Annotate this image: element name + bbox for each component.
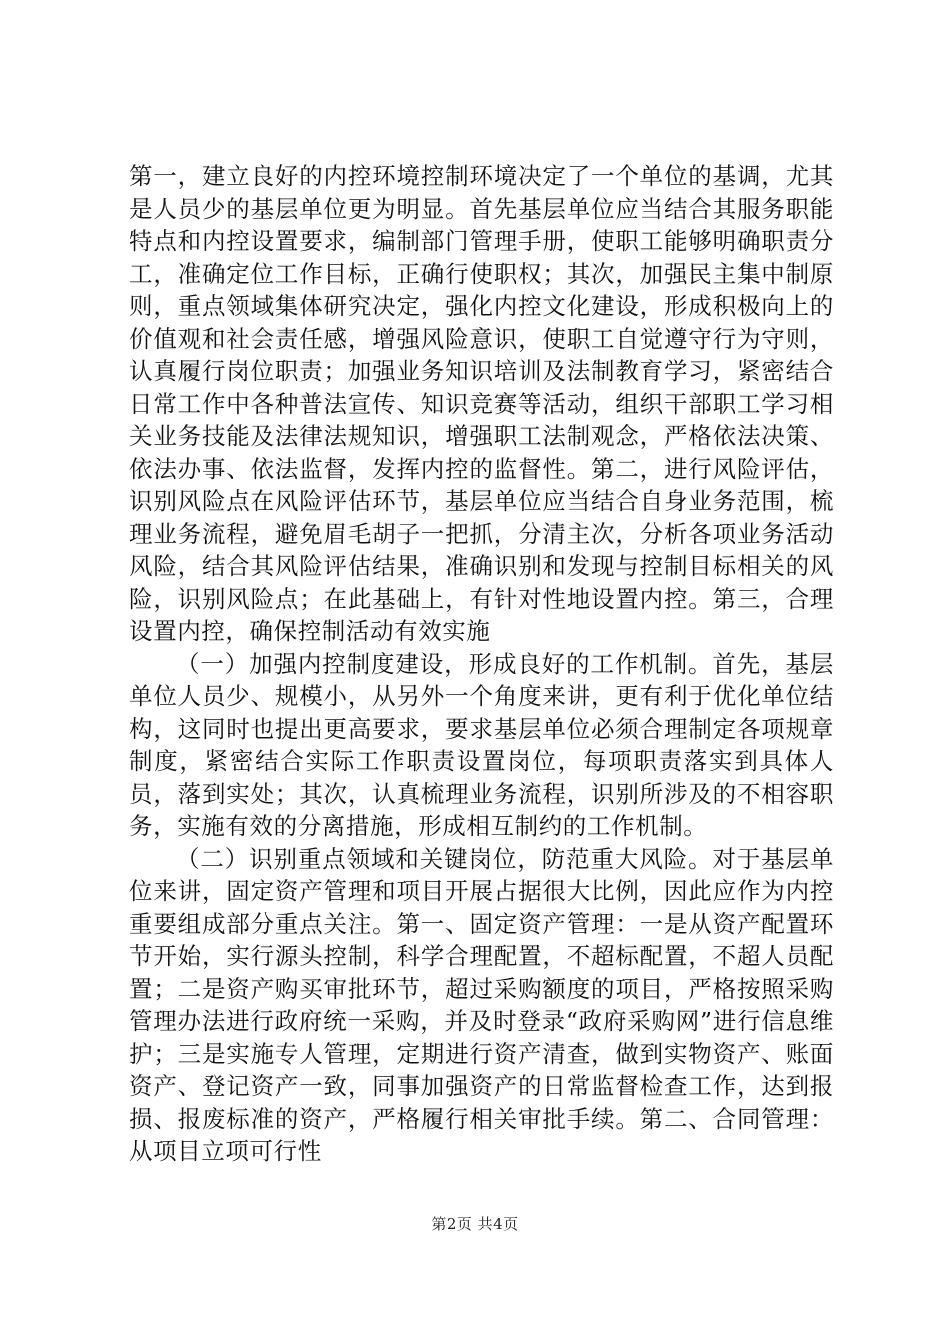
page-footer <box>0 1214 950 1234</box>
page-number-label: 第2页 共4页 <box>431 1215 519 1233</box>
paragraph-2: （一）加强内控制度建设，形成良好的工作机制。首先，基层单位人员少、规模小，从另外一个角度来讲，更有利于优化单位结构，这同时也提出更高要求，要求基层单位必须合理制定各项规章制度，紧密结合实际工作职责设置岗位，每项职责落实到具体人员，落到实处；其次，认真梳理业务流程，识别所涉及的不相容职务，实施有效的分离措施，形成相互制约的工作机制。 <box>129 649 834 840</box>
paragraph-3: （二）识别重点领域和关键岗位，防范重大风险。对于基层单位来讲，固定资产管理和项目开展占据很大比例，因此应作为内控重要组成部分重点关注。第一、固定资产管理：一是从资产配置环节开始，实行源头控制，科学合理配置，不超标配置，不超人员配置；二是资产购买审批环节，超过采购额度的项目，严格按照采购管理办法进行政府统一采购，并及时登录“政府采购网”进行信息维护；三是实施专人管理，定期进行资产清查，做到实物资产、账面资产、登记资产一致，同事加强资产的日常监督检查工作，达到报损、报废标准的资产，严格履行相关审批手续。第二、合同管理：从项目立项可行性 <box>129 844 834 1165</box>
paragraph-1: 第一，建立良好的内控环境控制环境决定了一个单位的基调，尤其是人员少的基层单位更为明显。首先基层单位应当结合其服务职能特点和内控设置要求，编制部门管理手册，使职工能够明确职责分工，准确定位工作目标，正确行使职权；其次，加强民主集中制原则，重点领域集体研究决定，强化内控文化建设，形成积极向上的价值观和社会责任感，增强风险意识，使职工自觉遵守行为守则，认真履行岗位职责；加强业务知识培训及法制教育学习，紧密结合日常工作中各种普法宣传、知识竞赛等活动，组织干部职工学习相关业务技能及法律法规知识，增强职工法制观念，严格依法决策、依法办事、依法监督，发挥内控的监督性。第二，进行风险评估，识别风险点在风险评估环节，基层单位应当结合自身业务范围，梳理业务流程，避免眉毛胡子一把抓，分清主次，分析各项业务活动风险，结合其风险评估结果，准确识别和发现与控制目标相关的风险，识别风险点；在此基础上，有针对性地设置内控。第三，合理设置内控，确保控制活动有效实施 <box>129 162 834 645</box>
document-body <box>129 160 834 1168</box>
